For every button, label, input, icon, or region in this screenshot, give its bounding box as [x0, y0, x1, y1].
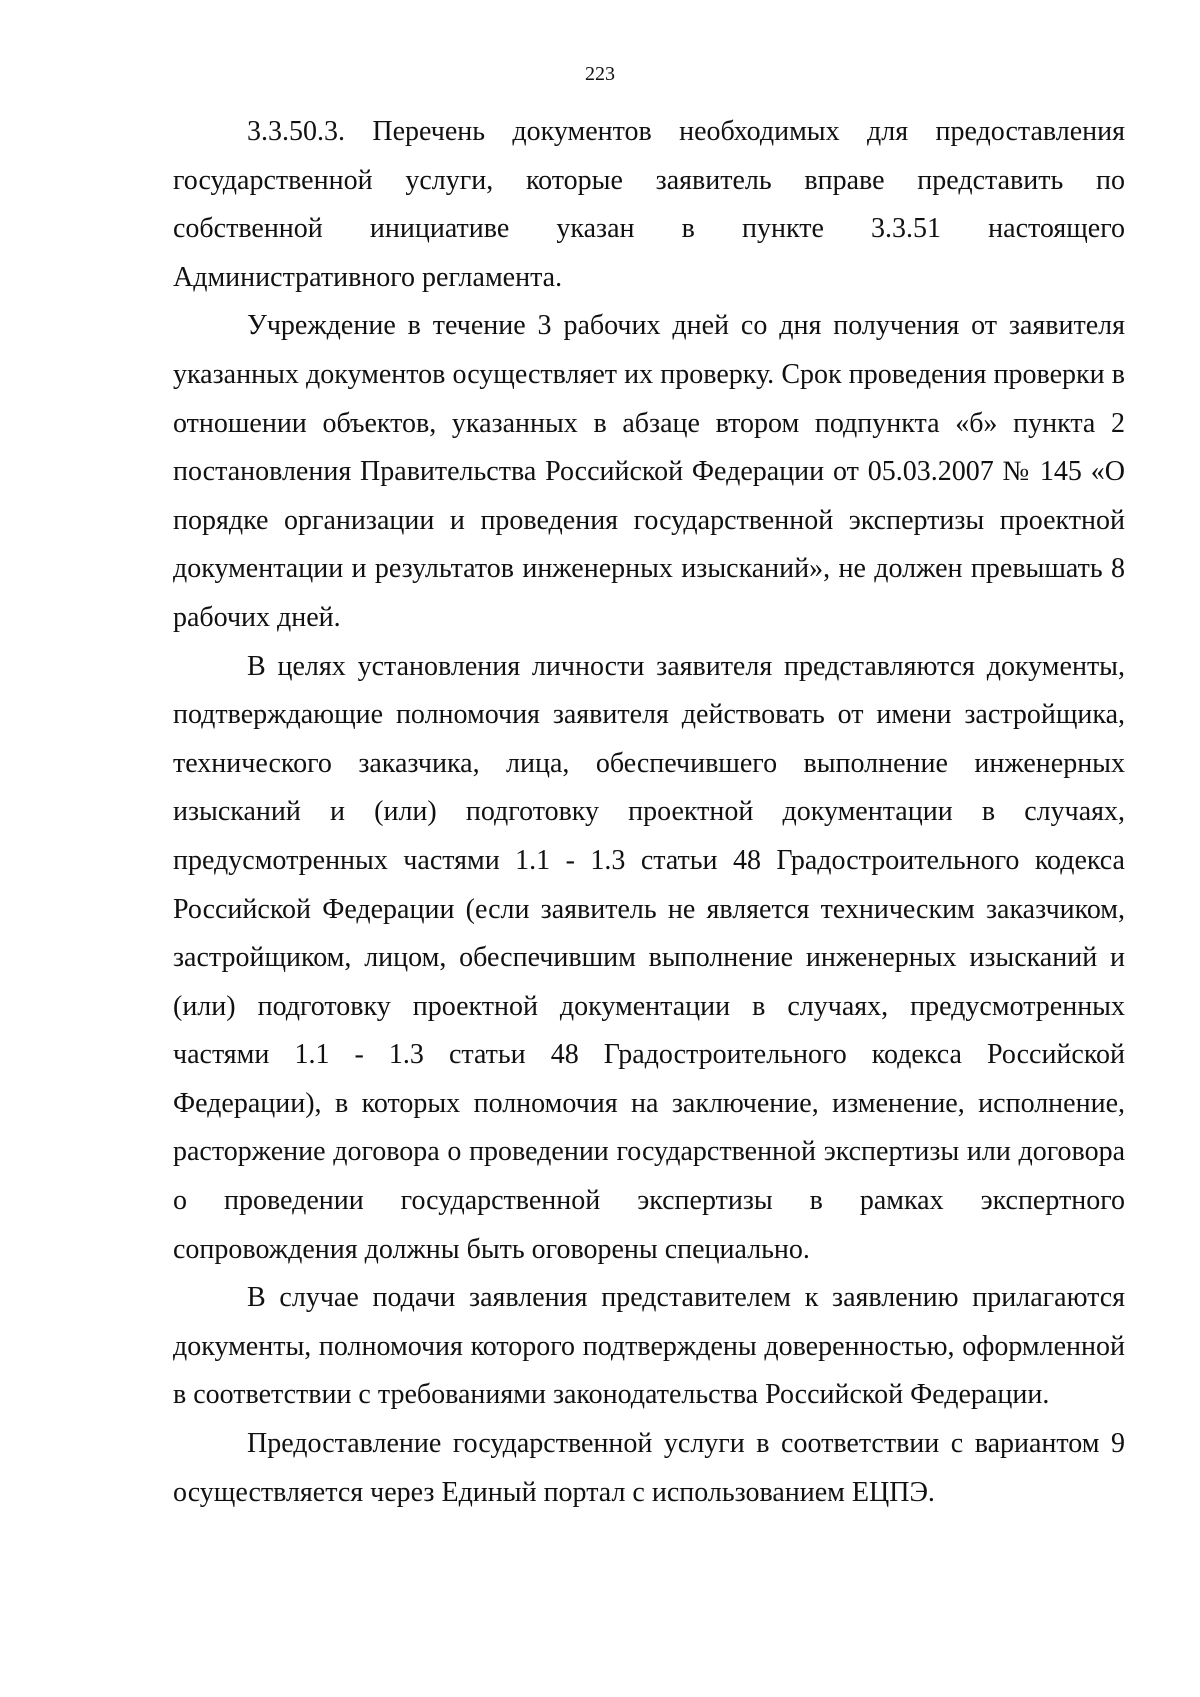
paragraph-document-check: Учреждение в течение 3 рабочих дней со дня получения от заявителя указанных документов осуществляет их проверку. Срок проведения проверки в отношении объектов, указанных в абзаце втором подпункта «б» пункта 2 постановления Правительства Российской Федерации от 05.03.2007 № 145 «О порядке организации и проведения государственной экспертизы проектной документации и результатов инженерных изысканий», не должен превышать 8 рабочих дней.	[173, 310, 1125, 633]
paragraph-service-variant-9: Предоставление государственной услуги в соответствии с вариантом 9 осуществляется через Единый портал с использованием ЕЦПЭ.	[173, 1428, 1125, 1508]
page-number: 223	[585, 63, 615, 85]
paragraph-3-3-50-3: 3.3.50.3. Перечень документов необходимых для предоставления государственной услуги, которые заявитель вправе представить по собственной инициативе указан в пункте 3.3.51 настоящего Административного регламента.	[173, 116, 1125, 293]
paragraph-representative-documents: В случае подачи заявления представителем к заявлению прилагаются документы, полномочия которого подтверждены доверенностью, оформленной в соответствии с требованиями законодательства Российской Федерации.	[173, 1282, 1125, 1411]
paragraph-identity-documents: В целях установления личности заявителя представляются документы, подтверждающие полномочия заявителя действовать от имени застройщика, технического заказчика, лица, обеспечившего выполнение инженерных изысканий и (или) подготовку проектной документации в случаях, предусмотренных частями 1.1 - 1.3 статьи 48 Градостроительного кодекса Российской Федерации (если заявитель не является техническим заказчиком, застройщиком, лицом, обеспечившим выполнение инженерных изысканий и (или) подготовку проектной документации в случаях, предусмотренных частями 1.1 - 1.3 статьи 48 Градостроительного кодекса Российской Федерации), в которых полномочия на заключение, изменение, исполнение, расторжение договора о проведении государственной экспертизы или договора о проведении государственной экспертизы в рамках экспертного сопровождения должны быть оговорены специально.	[173, 650, 1125, 1265]
document-body	[173, 108, 1125, 1517]
